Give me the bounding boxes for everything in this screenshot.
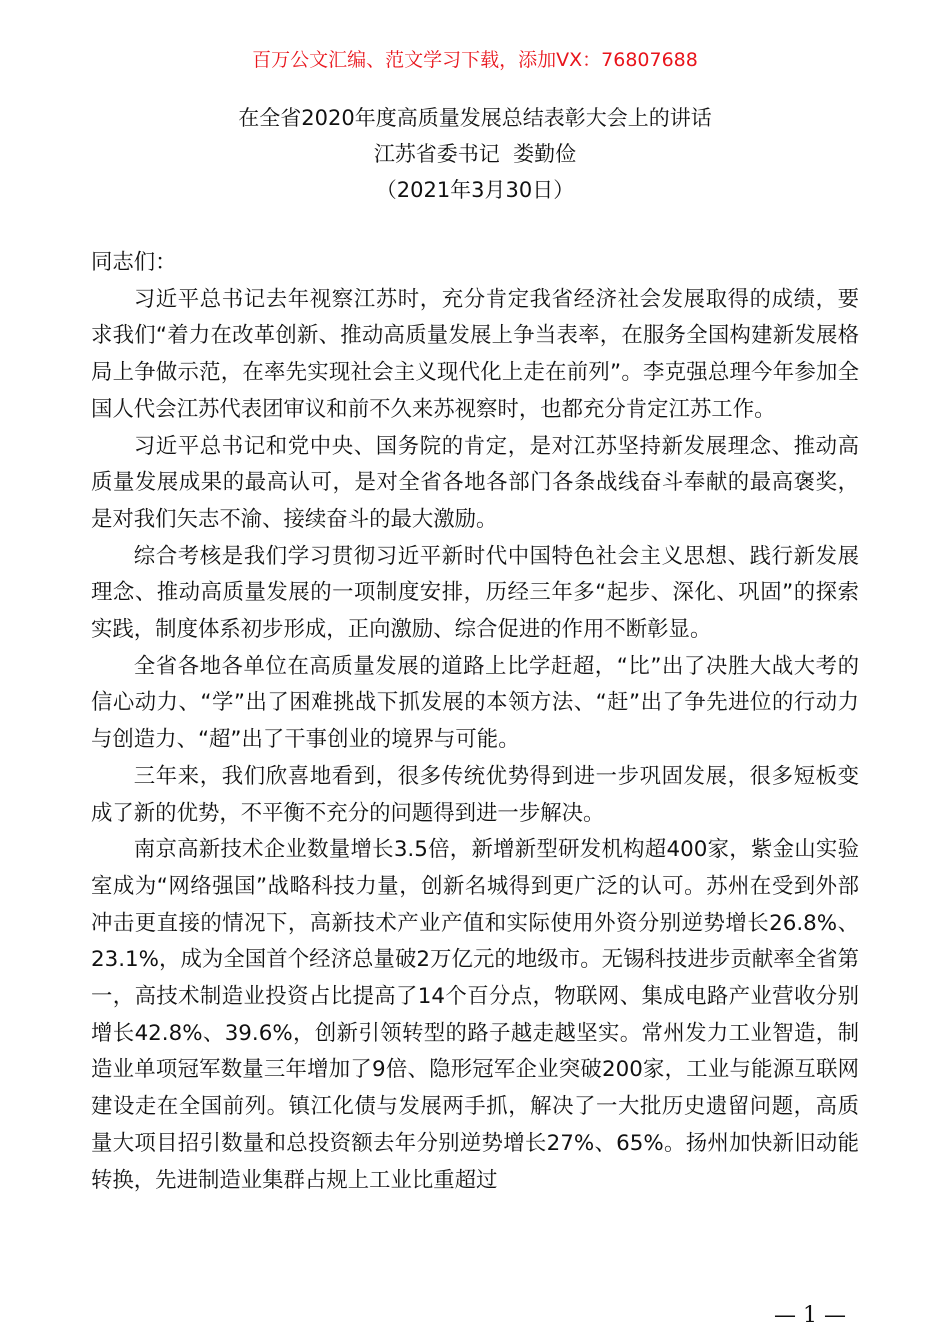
paragraph-2: 习近平总书记和党中央、国务院的肯定，是对江苏坚持新发展理念、推动高质量发展成果的最高认可，是对全省各地各部门各条战线奋斗奉献的最高褒奖，是对我们矢志不渝、接续奋斗的最大激励。 [91,433,859,532]
paragraph-3: 综合考核是我们学习贯彻习近平新时代中国特色社会主义思想、践行新发展理念、推动高质量发展的一项制度安排，历经三年多“起步、深化、巩固”的探索实践，制度体系初步形成，正向激励、综合促进的作用不断彰显。 [91,543,859,643]
title-block [0,100,950,208]
paragraph-6: 南京高新技术企业数量增长3.5倍，新增新型研发机构超400家，紫金山实验室成为“网络强国”战略科技力量，创新名城得到更广泛的认可。苏州在受到外部冲击更直接的情况下，高新技术产业产值和实际使用外资分别逆势增长26.8%、23.1%，成为全国首个经济总量破2万亿元的地级市。无锡科技进步贡献率全省第一，高技术制造业投资占比提高了14个百分点，物联网、集成电路产业营收分别增长42.8%、39.6%，创新引领转型的路子越走越坚实。常州发力工业智造，制造业单项冠军数量三年增加了9倍、隐形冠军企业突破200家，工业与能源互联网建设走在全国前列。镇江化债与发展两手抓，解决了一大批历史遗留问题，高质量大项目招引数量和总投资额去年分别逆势增长27%、65%。扬州加快新旧动能转换，先进制造业集群占规上工业比重超过 [91,837,859,1193]
paragraph-4: 全省各地各单位在高质量发展的道路上比学赶超，“比”出了决胜大战大考的信心动力、“学”出了困难挑战下抓发展的本领方法、“赶”出了争先进位的行动力与创造力、“超”出了干事创业的境界与可能。 [91,653,859,753]
document-body [91,245,859,1199]
speech-date: （2021年3月30日） [375,178,575,202]
paragraph-5: 三年来，我们欣喜地看到，很多传统优势得到进一步巩固发展，很多短板变成了新的优势，不平衡不充分的问题得到进一步解决。 [91,763,859,826]
page-number: — 1 — [774,1303,846,1328]
paragraph-1: 习近平总书记去年视察江苏时，充分肯定我省经济社会发展取得的成绩，要求我们“着力在改革创新、推动高质量发展上争当表率，在服务全国构建新发展格局上争做示范，在率先实现社会主义现代化上走在前列”。李克强总理今年参加全国人代会江苏代表团审议和前不久来苏视察时，也都充分肯定江苏工作。 [91,286,859,422]
salutation: 同志们： [91,250,177,275]
header-banner: 百万公文汇编、范文学习下载，添加VX：76807688 [252,49,698,71]
speaker-line: 江苏省委书记 娄勤俭 [373,142,577,166]
speech-title: 在全省2020年度高质量发展总结表彰大会上的讲话 [238,106,712,130]
